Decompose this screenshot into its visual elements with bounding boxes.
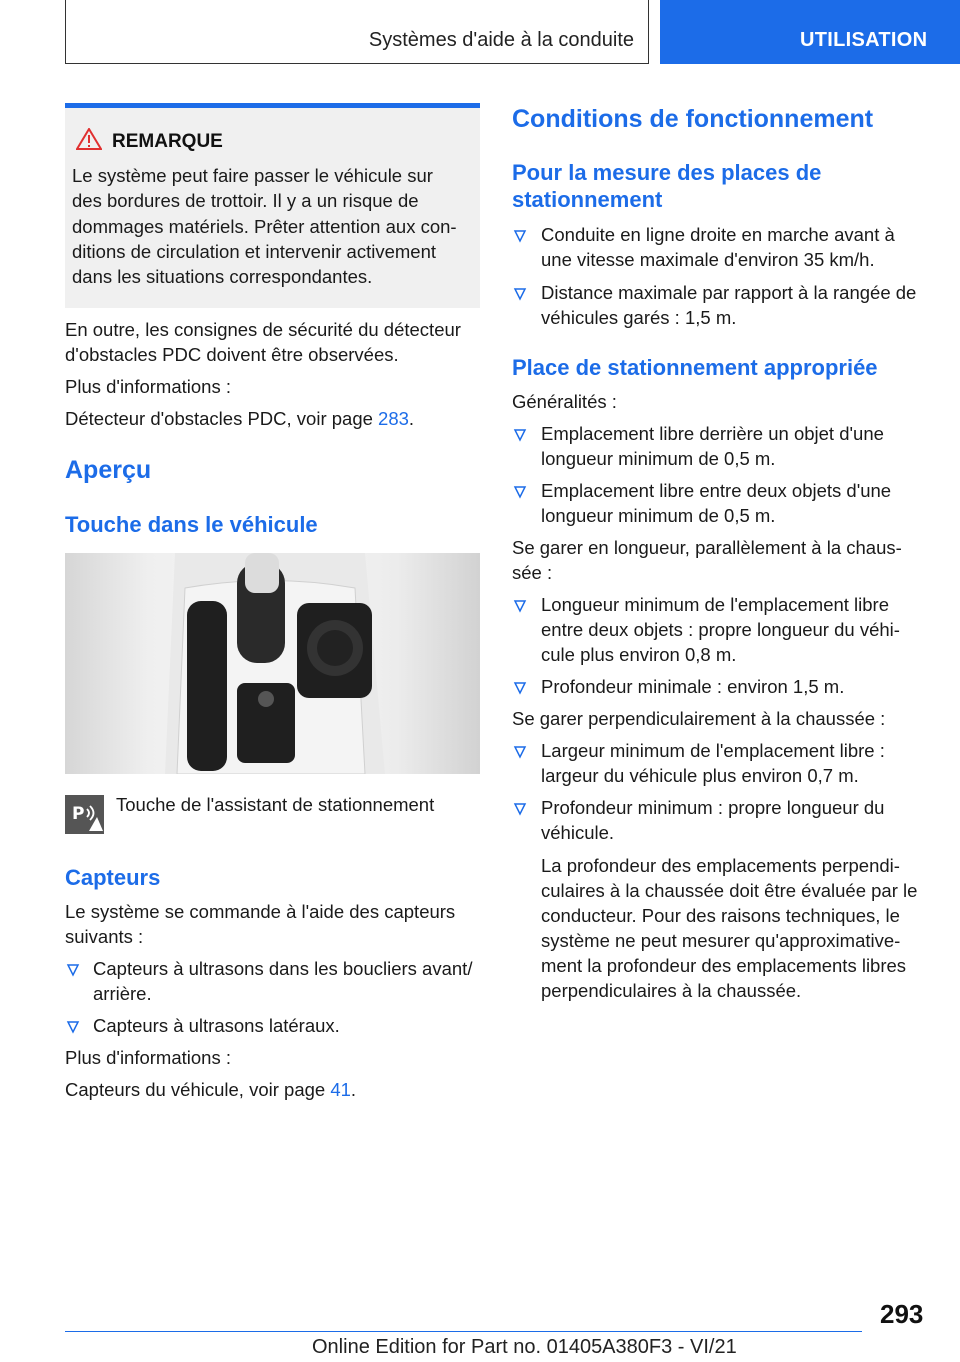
text-line: En outre, les consignes de sécurité du détecteur bbox=[65, 319, 461, 340]
bullet-triangle-icon bbox=[513, 745, 527, 759]
text-line: Distance maximale par rapport à la rangée de bbox=[541, 282, 917, 303]
reference-text: Capteurs du véhicule, voir page bbox=[65, 1079, 331, 1100]
bullet-triangle-icon bbox=[513, 599, 527, 613]
header-chapter-tab[interactable] bbox=[660, 0, 960, 64]
heading-operating-conditions: Conditions de fonctionnement bbox=[512, 105, 874, 133]
perpendicular-depth-note bbox=[541, 853, 933, 1003]
parallel-parking-intro bbox=[512, 535, 932, 585]
note-line: dans les situations correspondantes. bbox=[72, 266, 373, 288]
text-line: d'obstacles PDC doivent être observées. bbox=[65, 344, 399, 365]
text-line: longueur minimum de 0,5 m. bbox=[541, 505, 776, 526]
list-item bbox=[93, 956, 472, 1006]
list-item bbox=[541, 280, 916, 330]
text-line: une vitesse maximale d'environ 35 km/h. bbox=[541, 249, 875, 270]
footer-rule bbox=[65, 1331, 862, 1332]
bullet-triangle-icon bbox=[513, 287, 527, 301]
list-item bbox=[541, 478, 891, 528]
note-line: ditions de circulation et intervenir activement bbox=[72, 240, 437, 262]
text-line: Capteurs à ultrasons dans les boucliers avant/ bbox=[93, 958, 473, 979]
text-line: cule plus environ 0,8 m. bbox=[541, 644, 737, 665]
bullet-triangle-icon bbox=[66, 963, 80, 977]
list-item bbox=[541, 795, 884, 845]
header-section-box bbox=[65, 0, 649, 64]
more-info-label: Plus d'informations : bbox=[65, 376, 231, 397]
bullet-triangle-icon bbox=[513, 229, 527, 243]
sensors-intro bbox=[65, 899, 455, 949]
heading-measuring-spaces bbox=[512, 159, 821, 213]
list-item: Profondeur minimale : environ 1,5 m. bbox=[541, 676, 845, 697]
footer-edition: Online Edition for Part no. 01405A380F3 - VI/21 bbox=[312, 1336, 737, 1358]
text-line: Profondeur minimum : propre longueur du bbox=[541, 797, 885, 818]
text-line: ment la profondeur des emplacements libres bbox=[541, 955, 907, 976]
heading-overview: Aperçu bbox=[65, 456, 152, 484]
reference-end: . bbox=[350, 1079, 357, 1100]
note-line: Le système peut faire passer le véhicule sur bbox=[72, 165, 433, 186]
text-line: La profondeur des emplacements perpendi- bbox=[541, 855, 900, 876]
bullet-triangle-icon bbox=[513, 485, 527, 499]
note-body bbox=[72, 163, 472, 289]
bullet-triangle-icon bbox=[513, 428, 527, 442]
text-line: entre deux objets : propre longueur du véhi- bbox=[541, 619, 900, 640]
warning-triangle-icon bbox=[76, 128, 102, 150]
text-line: conducteur. Pour des raisons techniques, le bbox=[541, 905, 900, 926]
heading-suitable-space: Place de stationnement appropriée bbox=[512, 355, 878, 380]
header-section-title: Systèmes d'aide à la conduite bbox=[368, 29, 634, 51]
bullet-triangle-icon bbox=[513, 681, 527, 695]
bullet-triangle-icon bbox=[66, 1020, 80, 1034]
text-line: sée : bbox=[512, 562, 553, 583]
heading-button-in-vehicle: Touche dans le véhicule bbox=[65, 512, 318, 537]
center-console-photo bbox=[65, 553, 480, 774]
text-line: Le système se commande à l'aide des capteurs bbox=[65, 901, 456, 922]
list-item bbox=[541, 222, 895, 272]
text-line: véhicule. bbox=[541, 822, 615, 843]
text-line: largeur du véhicule plus environ 0,7 m. bbox=[541, 765, 859, 786]
page-link-41[interactable]: 41 bbox=[330, 1079, 351, 1100]
list-item bbox=[541, 592, 900, 667]
more-info-label: Plus d'informations : bbox=[65, 1047, 231, 1068]
general-label: Généralités : bbox=[512, 391, 617, 412]
heading-line: stationnement bbox=[512, 187, 663, 212]
button-caption: Touche de l'assistant de stationnement bbox=[116, 794, 435, 815]
note-title: REMARQUE bbox=[112, 131, 223, 152]
page-link-283[interactable]: 283 bbox=[378, 408, 409, 429]
list-item bbox=[541, 421, 884, 471]
text-line: arrière. bbox=[93, 983, 152, 1004]
reference-text: Détecteur d'obstacles PDC, voir page bbox=[65, 408, 379, 429]
pdc-reference bbox=[65, 406, 414, 431]
text-line: Longueur minimum de l'emplacement libre bbox=[541, 594, 890, 615]
list-item bbox=[541, 738, 885, 788]
heading-sensors: Capteurs bbox=[65, 865, 161, 890]
note-line: dommages matériels. Prêter attention aux con- bbox=[72, 215, 457, 237]
header-chapter-label: UTILISATION bbox=[800, 29, 928, 51]
pdc-safety-paragraph bbox=[65, 317, 485, 367]
text-line: longueur minimum de 0,5 m. bbox=[541, 448, 776, 469]
heading-line: Pour la mesure des places de bbox=[512, 160, 822, 185]
text-line: suivants : bbox=[65, 926, 144, 947]
sensors-reference bbox=[65, 1077, 356, 1102]
bullet-triangle-icon bbox=[513, 802, 527, 816]
text-line: véhicules garés : 1,5 m. bbox=[541, 307, 737, 328]
page-number: 293 bbox=[880, 1299, 924, 1329]
svg-text:P: P bbox=[72, 804, 85, 824]
parking-assistant-button-icon bbox=[65, 795, 104, 834]
text-line: système ne peut mesurer qu'approximative- bbox=[541, 930, 901, 951]
note-line: des bordures de trottoir. Il y a un risque de bbox=[72, 190, 419, 212]
text-line: Emplacement libre entre deux objets d'une bbox=[541, 480, 892, 501]
text-line: Se garer en longueur, parallèlement à la chaus- bbox=[512, 537, 902, 558]
perpendicular-parking-intro: Se garer perpendiculairement à la chaussée : bbox=[512, 708, 886, 729]
text-line: Conduite en ligne droite en marche avant à bbox=[541, 224, 895, 245]
text-line: Largeur minimum de l'emplacement libre : bbox=[541, 740, 885, 761]
text-line: perpendiculaires à la chaussée. bbox=[541, 980, 802, 1001]
list-item: Capteurs à ultrasons latéraux. bbox=[93, 1015, 340, 1036]
text-line: culaires à la chaussée doit être évaluée par le bbox=[541, 880, 918, 901]
text-line: Emplacement libre derrière un objet d'une bbox=[541, 423, 884, 444]
reference-end: . bbox=[408, 408, 415, 429]
